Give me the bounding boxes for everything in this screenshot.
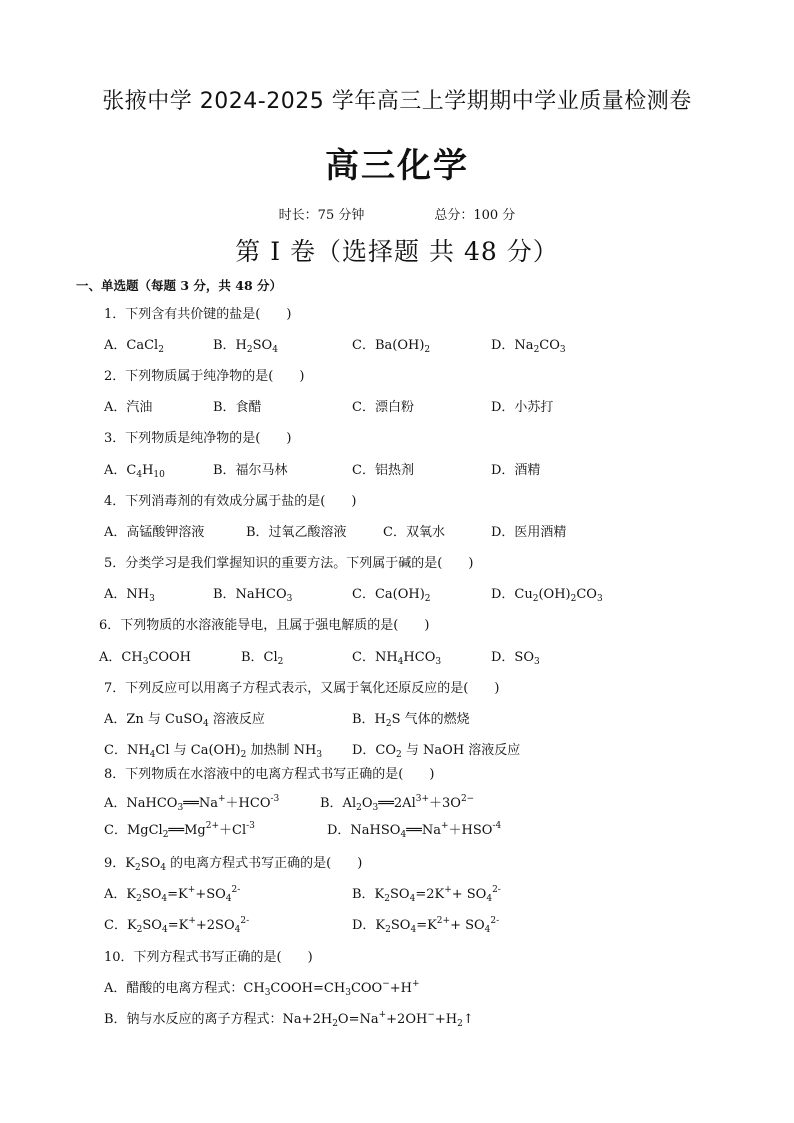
option-b: B．$Cl_2$ [241, 650, 284, 667]
option-c: C．铝热剂 [352, 463, 414, 478]
question-stem: 5．分类学习是我们掌握知识的重要方法。下列属于碱的是( ) [104, 556, 474, 571]
question-stem: 10．下列方程式书写正确的是( ) [104, 950, 313, 965]
option-b: B．$H_2SO_4$ [213, 338, 278, 355]
volume-title: 第 I 卷（选择题 共 48 分） [235, 237, 559, 266]
exam-duration: 时长：75 分钟 [278, 208, 365, 223]
option-b: B．$H_2S$ 气体的燃烧 [352, 712, 470, 729]
option-c: C．$K_2SO_4=K^++2SO_4^{2-}$ [104, 916, 250, 935]
school-exam-title: 张掖中学 2024-2025 学年高三上学期期中学业质量检测卷 [102, 89, 692, 114]
option-c: C．$NH_4HCO_3$ [352, 650, 442, 667]
option-a: A．$NaHCO_3══Na^++HCO^{-3}$ [104, 794, 280, 813]
exam-total-score: 总分：100 分 [434, 208, 516, 223]
option-d: D．$K_2SO_4=K^{2+}+ SO_4^{2-}$ [352, 916, 500, 935]
question-stem: 8．下列物质在水溶液中的电离方程式书写正确的是( ) [104, 767, 435, 782]
question-stem: 6．下列物质的水溶液能导电，且属于强电解质的是( ) [99, 618, 430, 633]
option-b: B．$K_2SO_4=2K^++ SO_4^{2-}$ [352, 885, 501, 904]
option-b: B．$Al_2O_3══2Al^{3+}+3O^{2-}$ [320, 794, 475, 813]
option-b: B．过氧乙酸溶液 [246, 525, 347, 540]
option-c: C．$NH_4Cl$ 与 $Ca(OH)_2$ 加热制 $NH_3$ [104, 743, 323, 760]
question-stem: 2．下列物质属于纯净物的是( ) [104, 369, 305, 384]
question-stem: 3．下列物质是纯净物的是( ) [104, 431, 292, 446]
question-stem: 9．$K_2SO_4$ 的电离方程式书写正确的是( ) [104, 856, 363, 873]
option-a: A．CaCl$_2$ [104, 338, 164, 355]
option-a: A．醋酸的电离方程式：$CH_3COOH=CH_3COO^-+H^+$ [104, 979, 420, 998]
option-a: A．汽油 [104, 400, 153, 415]
option-b: B．NaHCO$_3$ [213, 587, 293, 604]
option-d: D．$SO_3$ [491, 650, 540, 667]
option-d: D．$Cu_2(OH)_2CO_3$ [491, 587, 603, 604]
exam-meta [0, 204, 794, 223]
section-heading: 一、单选题（每题 3 分，共 48 分） [76, 278, 283, 293]
option-a: A．高锰酸钾溶液 [104, 525, 205, 540]
option-c: C．双氧水 [383, 525, 445, 540]
question-stem: 7．下列反应可以用离子方程式表示，又属于氧化还原反应的是( ) [104, 681, 500, 696]
option-a: A．$C_4H_{10}$ [104, 463, 165, 480]
option-d: D．$CO_2$ 与 NaOH 溶液反应 [352, 743, 521, 760]
question-stem: 1．下列含有共价键的盐是( ) [104, 307, 292, 322]
option-c: C．$Ba(OH)_2$ [352, 338, 431, 355]
option-a: A．Zn 与 CuSO$_4$ 溶液反应 [104, 712, 265, 729]
option-b: B．福尔马林 [213, 463, 288, 478]
option-d: D．酒精 [491, 463, 541, 478]
option-d: D．$Na_2CO_3$ [491, 338, 566, 355]
option-d: D．$NaHSO_4══Na^++HSO^{-4}$ [327, 821, 502, 840]
option-c: C．$MgCl_2══Mg^{2+}+Cl^{-3}$ [104, 821, 255, 840]
option-b: B．食醋 [213, 400, 262, 415]
subject-title: 高三化学 [325, 146, 469, 186]
option-c: C．$Ca(OH)_2$ [352, 587, 431, 604]
option-a: A．$CH_3COOH$ [99, 650, 192, 667]
option-c: C．漂白粉 [352, 400, 414, 415]
option-b: B．钠与水反应的离子方程式：$Na+2H_2O=Na^++2OH^-+H_2↑$ [104, 1010, 474, 1029]
question-stem: 4．下列消毒剂的有效成分属于盐的是( ) [104, 494, 357, 509]
option-d: D．医用酒精 [491, 525, 567, 540]
option-a: A．$K_2SO_4=K^++SO_4^{2-}$ [104, 885, 241, 904]
option-a: A．$NH_3$ [104, 587, 155, 604]
option-d: D．小苏打 [491, 400, 554, 415]
